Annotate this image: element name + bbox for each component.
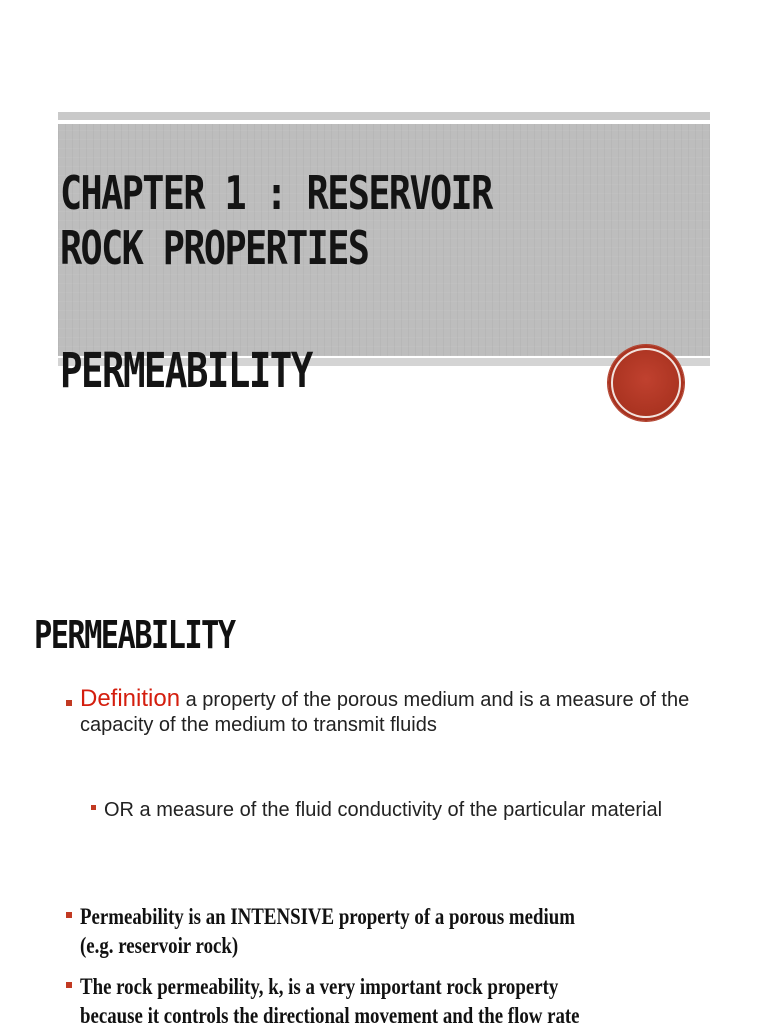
definition-keyword: Definition: [80, 685, 181, 712]
square-bullet-icon: [66, 700, 72, 706]
title-slide: [0, 0, 768, 512]
alternate-definition-paragraph: OR a measure of the fluid conductivity of the particular material: [104, 799, 663, 821]
slide-title-line-1: CHAPTER 1 : RESERVOIR: [60, 166, 492, 220]
intensive-property-paragraph: [80, 902, 575, 960]
intensive-property-line-2: (e.g. reservoir rock): [80, 933, 239, 958]
rock-permeability-paragraph: [80, 972, 580, 1030]
rock-permeability-line-2: because it controls the directional movement and the flow rate: [80, 1003, 580, 1028]
intensive-property-line-1: Permeability is an INTENSIVE property of a porous medium: [80, 904, 575, 929]
slide-title: [60, 166, 492, 276]
definition-paragraph: [80, 686, 700, 738]
square-bullet-icon: [91, 805, 96, 810]
square-bullet-icon: [66, 982, 72, 988]
definition-text: a property of the porous medium and is a measure of the capacity of the medium to transmit fluids: [80, 689, 690, 736]
content-heading: PERMEABILITY: [34, 613, 235, 657]
decorative-circle-badge: [608, 345, 684, 421]
title-top-rule: [58, 112, 710, 120]
slide-subtitle: PERMEABILITY: [60, 343, 312, 399]
content-slide: [0, 512, 768, 1028]
slide-title-line-2: ROCK PROPERTIES: [60, 221, 369, 275]
rock-permeability-line-1: The rock permeability, k, is a very important rock property: [80, 974, 559, 999]
square-bullet-icon: [66, 912, 72, 918]
